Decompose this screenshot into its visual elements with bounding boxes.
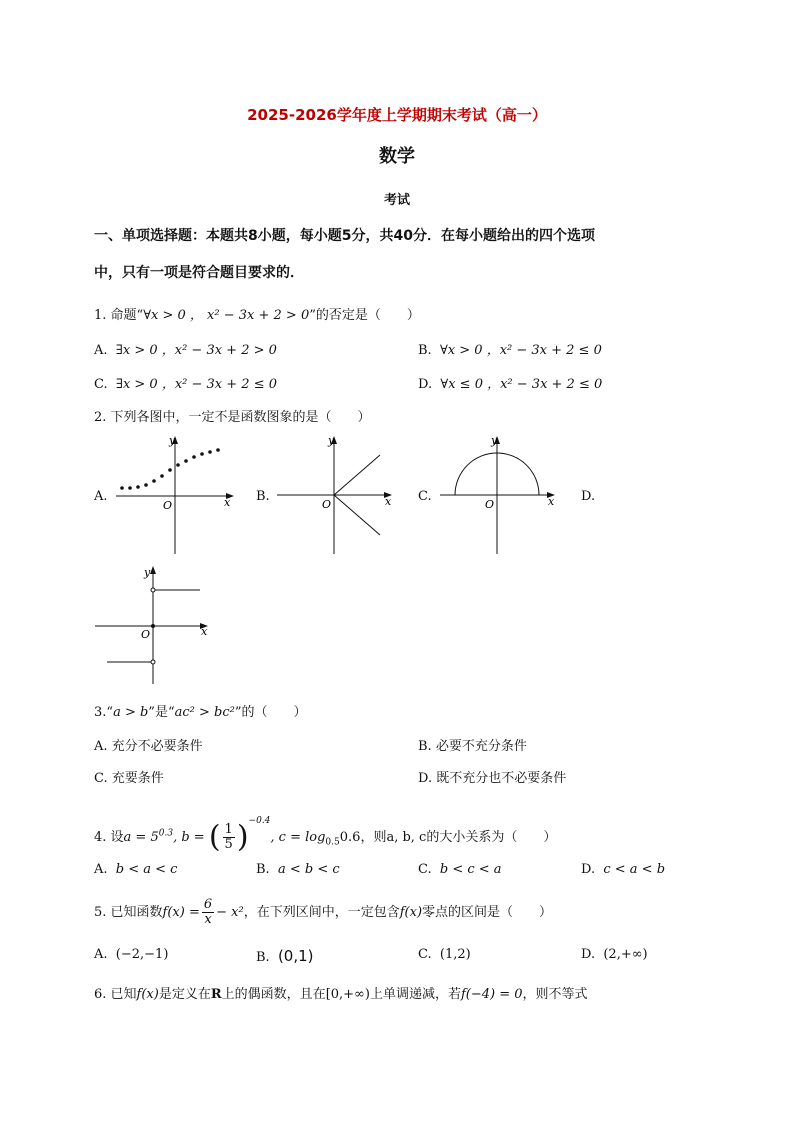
q5-option-b[interactable]: B. (0,1) (256, 947, 314, 965)
q5-option-a[interactable]: A. (−2,−1) (94, 947, 169, 962)
q1-option-b[interactable]: B. ∀x > 0 ，x² − 3x + 2 ≤ 0 (418, 343, 602, 358)
svg-text:x: x (201, 625, 208, 638)
q2-option-c[interactable]: C. (418, 489, 432, 504)
q2-graph-a (108, 432, 238, 557)
svg-text:O: O (322, 498, 332, 511)
q2-graph-d (92, 562, 217, 687)
q3-option-b[interactable]: B. 必要不充分条件 (418, 739, 527, 754)
q4-option-b[interactable]: B. a < b < c (256, 862, 340, 877)
q2-option-d[interactable]: D. (581, 489, 596, 504)
svg-text:y: y (144, 566, 151, 579)
graph-a-y-label: y (169, 434, 176, 447)
svg-text:y: y (328, 434, 335, 447)
graph-a-x-label: x (224, 496, 231, 509)
section-heading-line2: 中，只有一项是符合题目要求的． (94, 265, 304, 281)
question-6-stem: 6. 已知f(x)是定义在R上的偶函数，且在[0,+∞)上单调递减，若f(−4) = 0，则不等式 (94, 987, 588, 1002)
question-2-stem: 2. 下列各图中，一定不是函数图象的是（ ） (94, 410, 371, 425)
exam-subject: 数学 (379, 146, 415, 167)
svg-text:x: x (385, 495, 392, 508)
svg-text:y: y (491, 434, 498, 447)
q2-option-b[interactable]: B. (256, 489, 270, 504)
graph-a-origin: O (163, 499, 173, 512)
q3-option-c[interactable]: C. 充要条件 (94, 771, 164, 786)
exam-title: 2025-2026学年度上学期期末考试（高一） (247, 106, 547, 124)
q2-option-a[interactable]: A. (94, 489, 108, 504)
q2-graph-c (435, 432, 560, 557)
q3-option-a[interactable]: A. 充分不必要条件 (94, 739, 203, 754)
q4-option-c[interactable]: C. b < c < a (418, 862, 502, 877)
section-heading-line1: 一、单项选择题：本题共8小题，每小题5分，共40分．在每小题给出的四个选项 (94, 228, 595, 244)
q5-option-d[interactable]: D. (2,+∞) (581, 947, 648, 962)
q1-option-a[interactable]: A. ∃x > 0 ，x² − 3x + 2 > 0 (94, 343, 277, 358)
question-5-stem: 5. 已知函数f(x) = $\frac{6}{x}$ − x²，在下列区间中，一定包含f(x)零点的区间是（ ） (94, 897, 553, 927)
q1-option-d[interactable]: D. ∀x ≤ 0 ，x² − 3x + 2 ≤ 0 (418, 377, 603, 392)
question-1-stem: 1. 命题“∀x > 0 ， x² − 3x + 2 > 0”的否定是（ ） (94, 308, 420, 323)
q2-graph-b (272, 432, 397, 557)
svg-text:O: O (485, 498, 495, 511)
exam-subtitle: 考试 (383, 193, 410, 208)
q4-option-a[interactable]: A. b < a < c (94, 862, 178, 877)
question-4-stem: 4. 设$a = 5^{0.3}$, b = ( $\frac{1}{5}$ )$^{-0.4}$, $c = \log_{0.5}0.6$，则a, b, c的大小关系为（ ） (94, 816, 557, 855)
svg-text:x: x (548, 495, 555, 508)
svg-text:O: O (141, 628, 151, 641)
q3-option-d[interactable]: D. 既不充分也不必要条件 (418, 771, 567, 786)
q5-option-c[interactable]: C. (1,2) (418, 947, 471, 962)
q4-option-d[interactable]: D. c < a < b (581, 862, 666, 877)
q1-math: ∀x > 0 ， x² − 3x + 2 > 0 (143, 308, 310, 323)
q1-option-c[interactable]: C. ∃x > 0 ，x² − 3x + 2 ≤ 0 (94, 377, 277, 392)
question-3-stem: 3.“a > b”是“ac² > bc²”的（ ） (94, 705, 307, 720)
graph-a-dots (120, 448, 220, 490)
